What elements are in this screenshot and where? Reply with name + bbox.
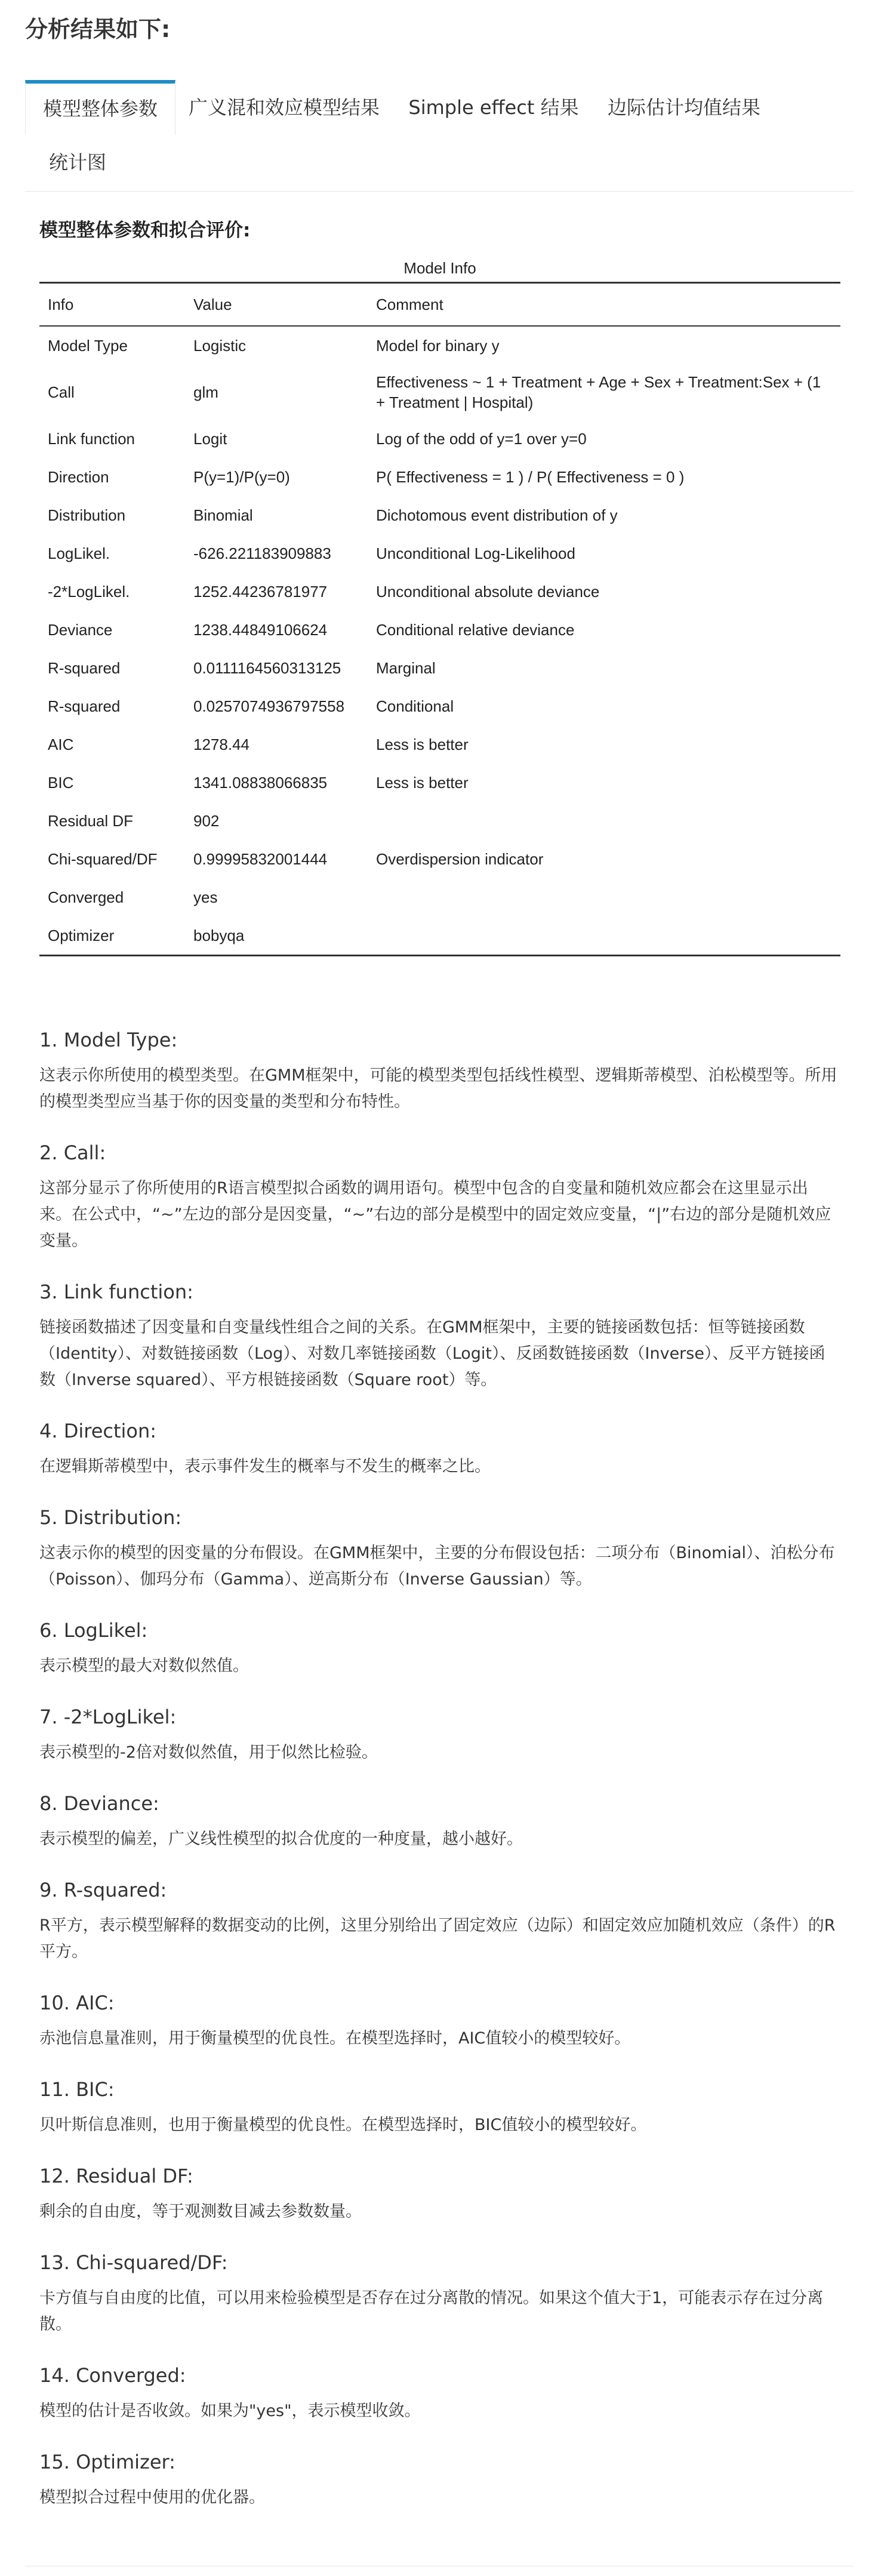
explanation-chi-squared-df <box>39 2248 839 2338</box>
table-row <box>39 611 840 649</box>
explanation-model-type <box>39 1026 839 1115</box>
cell-comment <box>368 878 840 916</box>
cell-value: 1252.44236781977 <box>193 583 328 601</box>
cell-info: Model Type <box>48 337 128 355</box>
table-caption: Model Info <box>403 259 476 277</box>
explanation-heading: 2. Call: <box>39 1141 106 1164</box>
table-row <box>39 365 840 420</box>
table-header-row <box>39 283 840 327</box>
cell-info: Call <box>48 383 75 401</box>
explanation-heading: 14. Converged: <box>39 2364 186 2387</box>
table-row <box>39 573 840 611</box>
page-title: 分析结果如下: <box>25 16 171 42</box>
cell-info: BIC <box>48 774 74 792</box>
tab-plots[interactable]: 统计图 <box>48 151 106 174</box>
cell-info: Direction <box>48 468 109 486</box>
cell-info: Converged <box>48 888 124 906</box>
cell-value: glm <box>193 383 218 401</box>
explanation-text: 这部分显示了你所使用的R语言模型拟合函数的调用语句。模型中包含的自变量和随机效应都会在这里显示出来。在公式中，“~”左边的部分是因变量，“~”右边的部分是模型中的固定效应变量，“|”右边的部分是随机效应变量。 <box>39 1179 831 1250</box>
header-comment: Comment <box>376 295 443 313</box>
cell-comment <box>368 916 840 956</box>
cell-comment: Unconditional Log-Likelihood <box>376 544 575 562</box>
explanation-heading: 1. Model Type: <box>39 1029 178 1051</box>
cell-info: R-squared <box>48 697 121 715</box>
explanation-bic <box>39 2075 839 2138</box>
cell-comment: Conditional <box>376 697 454 715</box>
explanation-text: 表示模型的-2倍对数似然值，用于似然比检验。 <box>39 1743 378 1762</box>
cell-comment: Marginal <box>376 659 436 677</box>
table-row <box>39 534 840 573</box>
cell-comment <box>368 802 840 840</box>
model-info-table-container <box>39 254 840 956</box>
explanation-text: 赤池信息量准则，用于衡量模型的优良性。在模型选择时，AIC值较小的模型较好。 <box>39 2029 631 2048</box>
explanation-aic <box>39 1989 839 2052</box>
explanation-heading: 9. R-squared: <box>39 1879 167 1901</box>
explanation-text: 链接函数描述了因变量和自变量线性组合之间的关系。在GMM框架中，主要的链接函数包括：恒等链接函数（Identity）、对数链接函数（Log）、对数几率链接函数（Logit）、反函数链接函数（Inverse）、反平方链接函数（Inverse squared）、平方根链接函数（Square root）等。 <box>39 1318 825 1389</box>
explanation-heading: 13. Chi-squared/DF: <box>39 2251 228 2274</box>
header-value: Value <box>193 295 232 313</box>
cell-comment: Effectiveness ~ 1 + Treatment + Age + Sex + Treatment:Sex + (1 + Treatment | Hospital) <box>376 373 821 411</box>
explanation-text: 剩余的自由度，等于观测数目减去参数数量。 <box>39 2202 362 2221</box>
explanation-heading: 10. AIC: <box>39 1992 115 2014</box>
explanation-loglikel <box>39 1616 839 1679</box>
explanation-heading: 8. Deviance: <box>39 1792 159 1815</box>
cell-value: P(y=1)/P(y=0) <box>193 468 290 486</box>
explanation-deviance <box>39 1789 839 1852</box>
explanation-text: 这表示你的模型的因变量的分布假设。在GMM框架中，主要的分布假设包括：二项分布（Binomial）、泊松分布（Poisson）、伽玛分布（Gamma）、逆高斯分布（Inverse Gaussian）等。 <box>39 1544 835 1589</box>
cell-info: Chi-squared/DF <box>48 850 158 868</box>
tab-marginal-means[interactable]: 边际估计均值结果 <box>607 96 760 119</box>
tab-model-overall-params[interactable]: 模型整体参数 <box>25 80 175 135</box>
explanation-call <box>39 1138 839 1254</box>
explanation-link-function <box>39 1278 839 1393</box>
explanation-heading: 4. Direction: <box>39 1420 157 1442</box>
cell-value: 0.0257074936797558 <box>193 697 345 715</box>
result-tabs <box>25 80 854 192</box>
explanation-heading: 3. Link function: <box>39 1281 193 1303</box>
table-row <box>39 420 840 458</box>
table-row <box>39 496 840 534</box>
cell-value: Logit <box>193 430 227 448</box>
section-title: 模型整体参数和拟合评价: <box>39 220 251 241</box>
table-row <box>39 802 840 840</box>
cell-value: Logistic <box>193 337 247 355</box>
explanation-heading: 5. Distribution: <box>39 1506 182 1529</box>
table-row <box>39 916 840 956</box>
explanation-optimizer <box>39 2448 839 2511</box>
cell-comment: Unconditional absolute deviance <box>376 583 600 601</box>
cell-value: 0.99995832001444 <box>193 850 328 868</box>
cell-info: AIC <box>48 735 74 753</box>
cell-info: Deviance <box>48 621 113 639</box>
explanation-text: 贝叶斯信息准则，也用于衡量模型的优良性。在模型选择时，BIC值较小的模型较好。 <box>39 2116 647 2134</box>
model-info-table <box>39 282 840 956</box>
cell-info: -2*LogLikel. <box>48 583 130 601</box>
table-row <box>39 458 840 496</box>
tab-simple-effect[interactable]: Simple effect 结果 <box>408 96 579 119</box>
explanation-heading: 15. Optimizer: <box>39 2451 175 2473</box>
cell-value: Binomial <box>193 506 253 524</box>
cell-comment: Less is better <box>376 774 469 792</box>
cell-value: 1341.08838066835 <box>193 774 328 792</box>
explanation-neg2-loglikel <box>39 1703 839 1766</box>
explanation-heading: 11. BIC: <box>39 2078 115 2101</box>
table-row <box>39 326 840 365</box>
table-row <box>39 878 840 916</box>
cell-info: LogLikel. <box>48 544 110 562</box>
explanation-text: 表示模型的偏差，广义线性模型的拟合优度的一种度量，越小越好。 <box>39 1830 523 1848</box>
explanation-distribution <box>39 1503 839 1593</box>
explanation-r-squared <box>39 1876 839 1965</box>
cell-comment: Less is better <box>376 735 469 753</box>
cell-value: 1238.44849106624 <box>193 621 328 639</box>
explanation-text: 模型拟合过程中使用的优化器。 <box>39 2488 265 2507</box>
cell-comment: Dichotomous event distribution of y <box>376 506 618 524</box>
explanation-text: 卡方值与自由度的比值，可以用来检验模型是否存在过分离散的情况。如果这个值大于1，可能表示存在过分离散。 <box>39 2289 824 2334</box>
cell-comment: P( Effectiveness = 1 ) / P( Effectiveness = 0 ) <box>376 468 685 486</box>
table-row <box>39 687 840 725</box>
explanations-list <box>39 1026 839 2534</box>
explanation-heading: 6. LogLikel: <box>39 1619 148 1642</box>
cell-comment: Model for binary y <box>376 337 500 355</box>
table-row <box>39 840 840 878</box>
table-row <box>39 725 840 764</box>
cell-value: bobyqa <box>193 927 245 944</box>
cell-comment: Conditional relative deviance <box>376 621 575 639</box>
cell-info: Distribution <box>48 506 126 524</box>
explanation-text: R平方，表示模型解释的数据变动的比例，这里分别给出了固定效应（边际）和固定效应加随机效应（条件）的R平方。 <box>39 1916 836 1961</box>
explanation-heading: 12. Residual DF: <box>39 2165 193 2187</box>
cell-info: R-squared <box>48 659 121 677</box>
cell-info: Optimizer <box>48 927 115 944</box>
header-info: Info <box>48 295 74 313</box>
explanation-direction <box>39 1417 839 1480</box>
explanation-text: 模型的估计是否收敛。如果为"yes"，表示模型收敛。 <box>39 2402 421 2420</box>
explanation-converged <box>39 2361 839 2424</box>
table-row <box>39 764 840 802</box>
cell-value: 902 <box>193 812 220 830</box>
explanation-text: 表示模型的最大对数似然值。 <box>39 1657 249 1675</box>
explanation-text: 这表示你所使用的模型类型。在GMM框架中，可能的模型类型包括线性模型、逻辑斯蒂模型、泊松模型等。所用的模型类型应当基于你的因变量的类型和分布特性。 <box>39 1066 837 1111</box>
table-row <box>39 649 840 687</box>
cell-value: yes <box>193 888 218 906</box>
cell-info: Residual DF <box>48 812 134 830</box>
cell-value: 0.0111164560313125 <box>193 659 341 677</box>
cell-value: 1278.44 <box>193 735 249 753</box>
cell-comment: Overdispersion indicator <box>376 850 544 868</box>
explanation-residual-df <box>39 2162 839 2225</box>
cell-value: -626.221183909883 <box>193 544 331 562</box>
cell-comment: Log of the odd of y=1 over y=0 <box>376 430 587 448</box>
explanation-text: 在逻辑斯蒂模型中，表示事件发生的概率与不发生的概率之比。 <box>39 1457 491 1476</box>
explanation-heading: 7. -2*LogLikel: <box>39 1706 177 1728</box>
cell-info: Link function <box>48 430 135 448</box>
tab-glmm-results[interactable]: 广义混和效应模型结果 <box>188 96 380 119</box>
